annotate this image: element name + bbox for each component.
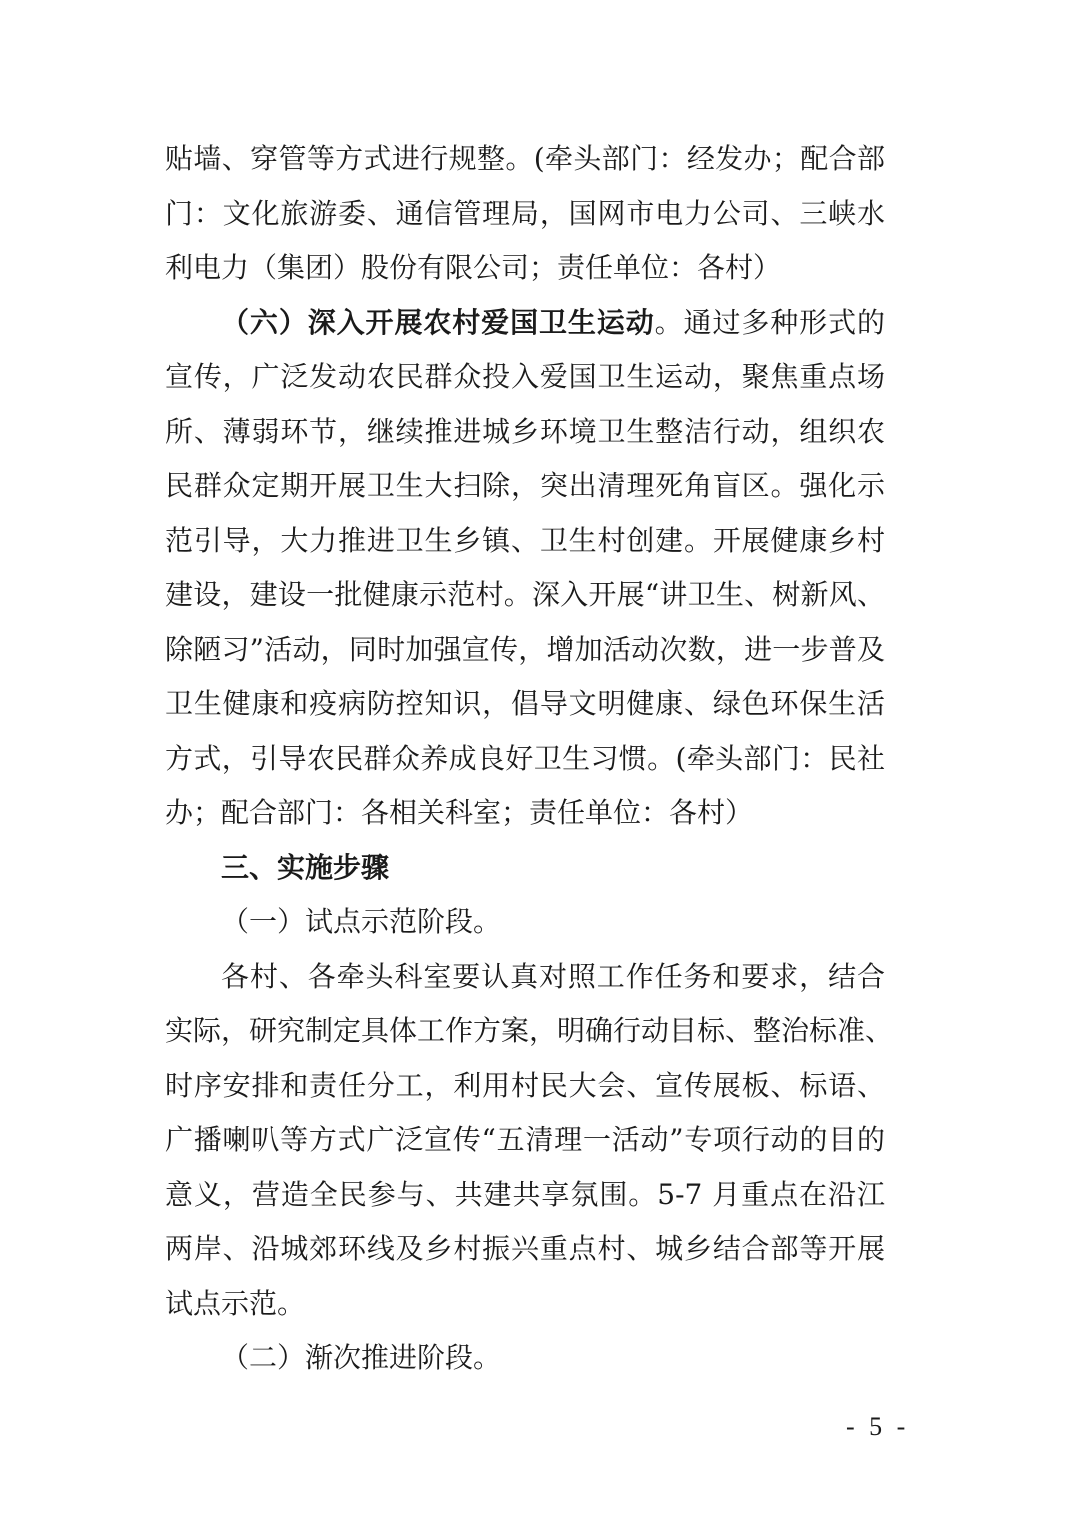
subsection-heading: （二）渐次推进阶段。 — [221, 1341, 502, 1374]
text-line: 范引导，大力推进卫生乡镇、卫生村创建。开展健康乡村 — [165, 523, 885, 557]
text-line: 各村、各牵头科室要认真对照工作任务和要求，结合 — [221, 959, 885, 993]
paragraph-pilot-stage — [165, 950, 894, 1332]
paragraph-patriotic-health — [165, 296, 885, 841]
text-line: 除陋习”活动，同时加强宣传，增加活动次数，进一步普及 — [165, 632, 885, 666]
text-line: 卫生健康和疫病防控知识，倡导文明健康、绿色环保生活 — [165, 687, 885, 720]
paragraph-continued — [165, 132, 885, 296]
text-line: 时序安排和责任分工，利用村民大会、宣传展板、标语、 — [165, 1068, 885, 1102]
text-line: 宣传，广泛发动农民群众投入爱国卫生运动，聚焦重点场 — [165, 360, 885, 393]
document-page — [165, 132, 894, 1386]
text-line: 广播喇叭等方式广泛宣传“五清理一活动”专项行动的目的 — [165, 1123, 885, 1156]
subsection-heading: （一）试点示范阶段。 — [221, 905, 502, 938]
text-line: 门：文化旅游委、通信管理局，国网市电力公司、三峡水 — [165, 196, 885, 230]
section-heading: 三、实施步骤 — [221, 850, 390, 884]
section-lead-title: （六）深入开展农村爱国卫生运动 — [221, 305, 655, 339]
text-line: 民群众定期开展卫生大扫除，突出清理死角盲区。强化示 — [165, 469, 885, 502]
text-line: 所、薄弱环节，继续推进城乡环境卫生整洁行动，组织农 — [165, 414, 885, 448]
text-line: 方式，引导农民群众养成良好卫生习惯。(牵头部门：民社 — [165, 741, 885, 775]
text-line: 两岸、沿城郊环线及乡村振兴重点村、城乡结合部等开展 — [165, 1232, 885, 1265]
text-line: 意义，营造全民参与、共建共享氛围。5-7 月重点在沿江 — [165, 1177, 885, 1211]
section-lead-text: 。通过多种形式的 — [654, 305, 885, 339]
text-line: 办；配合部门：各相关科室；责任单位：各村） — [165, 796, 754, 829]
text-line — [165, 296, 885, 351]
text-line: 利电力（集团）股份有限公司；责任单位：各村） — [165, 251, 782, 284]
page-number: - 5 - — [846, 1412, 910, 1441]
text-line: 实际，研究制定具体工作方案，明确行动目标、整治标准、 — [165, 1014, 894, 1047]
text-line: 建设，建设一批健康示范村。深入开展“讲卫生、树新风、 — [165, 578, 885, 611]
text-line: 试点示范。 — [165, 1286, 306, 1320]
text-line: 贴墙、穿管等方式进行规整。(牵头部门：经发办；配合部 — [165, 142, 885, 175]
